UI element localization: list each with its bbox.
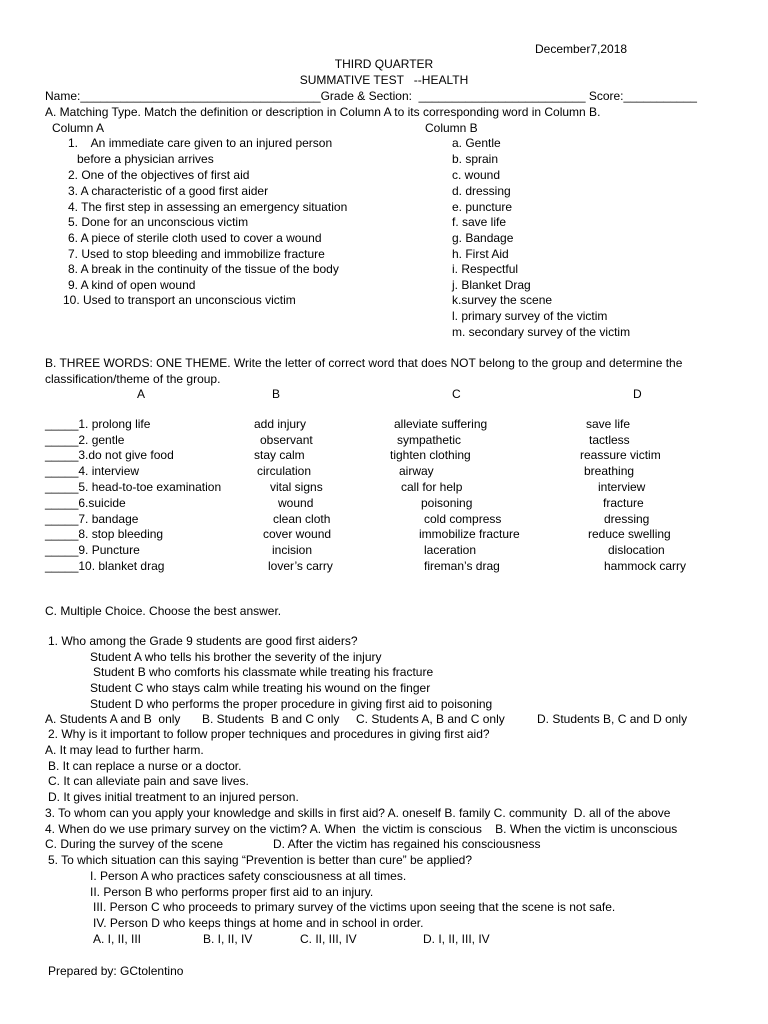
part-b-word: clean cloth (273, 512, 331, 526)
part-b-header-a: A (137, 387, 146, 401)
column-b-item: c. wound (452, 168, 501, 182)
column-b-header: Column B (425, 121, 478, 135)
part-b-word: save life (586, 417, 631, 431)
column-b-item: g. Bandage (452, 231, 514, 245)
part-b-word: cover wound (263, 527, 332, 541)
column-a-item: 2. One of the objectives of first aid (68, 168, 250, 182)
q5-choice: B. I, II, IV (203, 932, 253, 946)
part-b-item: _____1. prolong life (45, 417, 151, 431)
part-b-word: poisoning (421, 496, 473, 510)
part-b-item: _____7. bandage (45, 512, 139, 526)
column-a-item: 9. A kind of open wound (68, 278, 196, 292)
q1-student: Student A who tells his brother the severity of the injury (90, 650, 382, 664)
q2-choice: D. It gives initial treatment to an injured person. (48, 790, 299, 804)
part-b-word: wound (278, 496, 314, 510)
column-a-item: 1. An immediate care given to an injured person (68, 136, 333, 150)
quarter-title: THIRD QUARTER (334, 57, 434, 71)
q1-choice: B. Students B and C only (202, 712, 340, 726)
question-5: 5. To which situation can this saying “Prevention is better than cure” be applied? (48, 853, 473, 867)
column-b-item: a. Gentle (452, 136, 501, 150)
column-b-item: l. primary survey of the victim (452, 309, 608, 323)
part-b-item: _____2. gentle (45, 433, 125, 447)
part-b-word: circulation (257, 464, 312, 478)
q5-choice: A. I, II, III (93, 932, 142, 946)
column-a-item: 7. Used to stop bleeding and immobilize fracture (68, 247, 325, 261)
part-b-instructions: B. THREE WORDS: ONE THEME. Write the letter of correct word that does NOT belong to the group and determine the (45, 356, 683, 370)
part-b-instructions: classification/theme of the group. (45, 372, 221, 386)
part-b-word: incision (272, 543, 313, 557)
part-b-word: hammock carry (604, 559, 687, 573)
test-date: December7,2018 (535, 42, 628, 56)
part-b-word: reassure victim (580, 448, 661, 462)
column-b-item: i. Respectful (452, 262, 519, 276)
part-a-instructions: A. Matching Type. Match the definition or description in Column A to its corresponding word in Column B. (45, 105, 601, 119)
question-4: 4. When do we use primary survey on the victim? A. When the victim is conscious B. When the victim is unconscious (45, 822, 678, 836)
q2-choice: C. It can alleviate pain and save lives. (48, 774, 249, 788)
q1-choice: D. Students B, C and D only (537, 712, 688, 726)
column-b-item: b. sprain (452, 152, 499, 166)
part-b-header-d: D (633, 387, 642, 401)
part-b-item: _____5. head-to-toe examination (45, 480, 222, 494)
part-b-item: _____9. Puncture (45, 543, 140, 557)
part-b-word: cold compress (424, 512, 502, 526)
part-b-word: stay calm (254, 448, 305, 462)
question-1: 1. Who among the Grade 9 students are good first aiders? (48, 634, 358, 648)
q5-choice: C. II, III, IV (300, 932, 357, 946)
q1-student: Student C who stays calm while treating his wound on the finger (90, 681, 431, 695)
part-b-word: dressing (604, 512, 650, 526)
q4-choice-d: D. After the victim has regained his consciousness (273, 837, 541, 851)
q5-item: IV. Person D who keeps things at home and in school in order. (93, 916, 424, 930)
question-3: 3. To whom can you apply your knowledge and skills in first aid? A. oneself B. family C. community D. all of the above (45, 806, 671, 820)
part-b-word: call for help (401, 480, 463, 494)
part-b-item: _____3.do not give food (45, 448, 174, 462)
prepared-by: Prepared by: GCtolentino (48, 964, 184, 978)
column-b-item: f. save life (452, 215, 507, 229)
part-b-word: dislocation (608, 543, 665, 557)
part-b-word: alleviate suffering (394, 417, 488, 431)
column-b-item: k.survey the scene (452, 293, 553, 307)
q2-choice: A. It may lead to further harm. (45, 743, 204, 757)
column-a-item: 8. A break in the continuity of the tissue of the body (68, 262, 339, 276)
column-a-item: 10. Used to transport an unconscious victim (63, 293, 296, 307)
part-b-word: add injury (254, 417, 307, 431)
column-b-item: d. dressing (452, 184, 511, 198)
part-b-word: sympathetic (397, 433, 462, 447)
column-a-item: 6. A piece of sterile cloth used to cover a wound (68, 231, 322, 245)
part-b-item: _____4. interview (45, 464, 140, 478)
q5-item: III. Person C who proceeds to primary survey of the victims upon seeing that the scene is not safe. (93, 900, 616, 914)
part-b-item: _____6.suicide (45, 496, 126, 510)
part-b-word: breathing (584, 464, 635, 478)
part-b-word: interview (598, 480, 646, 494)
part-b-word: tighten clothing (390, 448, 471, 462)
q5-item: II. Person B who performs proper first aid to an injury. (90, 885, 374, 899)
q5-item: I. Person A who practices safety consciousness at all times. (90, 869, 407, 883)
part-b-word: reduce swelling (588, 527, 671, 541)
column-b-item: e. puncture (452, 200, 513, 214)
part-b-word: fireman’s drag (424, 559, 500, 573)
part-b-word: tactless (589, 433, 630, 447)
part-b-word: fracture (603, 496, 644, 510)
q5-choice: D. I, II, III, IV (423, 932, 490, 946)
test-title: SUMMATIVE TEST --HEALTH (299, 73, 469, 87)
column-b-item: h. First Aid (452, 247, 509, 261)
part-b-word: vital signs (270, 480, 323, 494)
part-b-header-c: C (452, 387, 461, 401)
name-grade-score-line: Name:____________________________________Grade & Section: _________________________ Score:___________ (45, 89, 697, 103)
q4-choice-c: C. During the survey of the scene (45, 837, 224, 851)
part-b-word: airway (399, 464, 434, 478)
q1-choice: A. Students A and B only (45, 712, 181, 726)
column-b-item: m. secondary survey of the victim (452, 325, 631, 339)
part-b-word: observant (260, 433, 313, 447)
column-a-item: before a physician arrives (77, 152, 214, 166)
part-b-word: laceration (424, 543, 477, 557)
column-a-item: 3. A characteristic of a good first aider (68, 184, 269, 198)
column-a-item: 5. Done for an unconscious victim (68, 215, 249, 229)
part-c-instructions: C. Multiple Choice. Choose the best answer. (45, 604, 282, 618)
question-2: 2. Why is it important to follow proper techniques and procedures in giving first aid? (48, 727, 490, 741)
column-a-header: Column A (52, 121, 105, 135)
part-b-header-b: B (272, 387, 281, 401)
part-b-item: _____10. blanket drag (45, 559, 165, 573)
q2-choice: B. It can replace a nurse or a doctor. (48, 759, 242, 773)
column-a-item: 4. The first step in assessing an emergency situation (68, 200, 348, 214)
column-b-item: j. Blanket Drag (452, 278, 531, 292)
part-b-item: _____8. stop bleeding (45, 527, 164, 541)
q1-student: Student D who performs the proper procedure in giving first aid to poisoning (90, 697, 493, 711)
q1-student: Student B who comforts his classmate while treating his fracture (93, 665, 434, 679)
q1-choice: C. Students A, B and C only (356, 712, 505, 726)
part-b-word: immobilize fracture (419, 527, 520, 541)
part-b-word: lover’s carry (268, 559, 333, 573)
